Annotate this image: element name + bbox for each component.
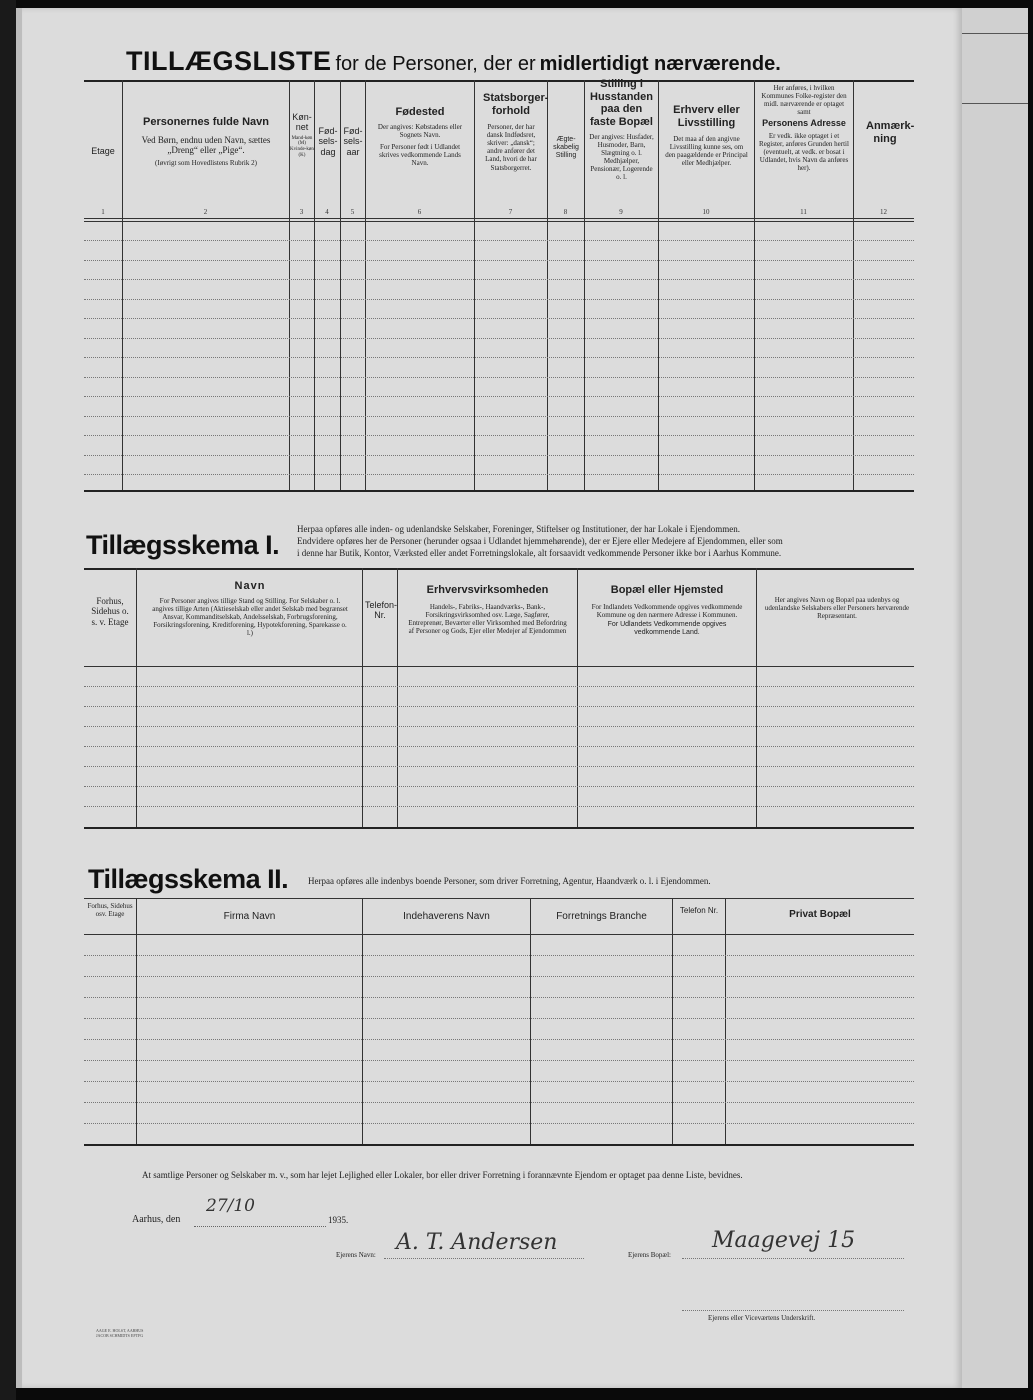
signature-label-text: Ejerens eller Viceværtens Underskrift. — [708, 1314, 816, 1322]
col-number: 4 — [325, 208, 329, 216]
col-birthplace-title: Fødested — [395, 106, 445, 118]
col-gender-sub: Mand-køn (M) Kvinde-køn (K) — [290, 135, 314, 158]
col-number: 2 — [203, 208, 208, 216]
skema1-title: Tillægsskema I. — [86, 530, 280, 560]
owner-name-signature: A. T. Andersen — [396, 1230, 558, 1255]
col-gender-header — [290, 112, 314, 159]
skema1-intro-line2: Endvidere opføres her de Personer (herunder ogsaa i Udlandet hjemmehørende), der er Ejere eller Medejere af Ejendommen, eller som — [297, 536, 783, 547]
skema1-intro-line3: i denne har Butik, Kontor, Værksted eller andet Forretningslokale, alt forsaavidt vedkommende Personer ikke bor i Aarhus Kommune. — [297, 548, 782, 559]
col-number: 12 — [880, 208, 887, 216]
printer-mark: AAGE E. HOLST, AARHUS JACOB SCHMIDTS EFTFG — [96, 1328, 144, 1339]
col-marital-header: Ægte-skabelig Stilling — [553, 136, 579, 160]
col-name-header — [125, 116, 287, 167]
owner-name-label: Ejerens Navn: — [336, 1251, 376, 1259]
skema2-col-etage-header: Forhus, Sidehus osv. Etage — [87, 902, 133, 919]
title-end: midlertidigt nærværende. — [539, 53, 781, 75]
col-birthday-header: Fød-sels-dag — [318, 126, 338, 157]
book-spine — [0, 0, 16, 1400]
col-citizenship-header — [475, 92, 547, 172]
signature-label — [708, 1314, 815, 1322]
skema2-title: Tillægsskema II. — [88, 864, 289, 894]
skema2-intro: Herpaa opføres alle indenbys boende Personer, som driver Forretning, Agentur, Haandværk o. l. i Ejendommen. — [308, 876, 711, 886]
col-address-header — [755, 84, 853, 172]
skema1-col-residence-sub2: For Udlandets Vedkommende opgives vedkommende Land. — [607, 620, 727, 636]
skema1-col-name-sub: For Personer angives tillige Stand og Stilling. For Selskaber o. l. angives tillige Arten (Aktieselskab eller andet Selskab med begrænset Ansvar, Kommanditselskab, Andelsselskab, Forbrugsforening, Forsikringsforening, Kreditforening, Hypotekforening, Sparekasse o. l.) — [152, 596, 348, 637]
title-main: TILLÆGSLISTE — [126, 46, 332, 76]
col-etage-header: Etage — [91, 146, 115, 156]
title-mid: for de Personer, der er — [335, 53, 536, 75]
col-citizenship-title: Statsborger-forhold — [483, 92, 549, 117]
col-number: 10 — [702, 208, 710, 216]
page-title — [126, 46, 781, 77]
place-label: Aarhus, den — [132, 1214, 181, 1225]
col-number: 1 — [101, 208, 105, 216]
year-label: 1935. — [328, 1215, 349, 1225]
owner-address-label: Ejerens Bopæl: — [628, 1251, 671, 1259]
col-number: 6 — [417, 208, 422, 216]
skema1-col-phone-header: Telefon-Nr. — [365, 600, 398, 621]
col-name-title: Personernes fulde Navn — [143, 116, 269, 128]
skema1-col-business-header — [400, 584, 575, 635]
date-handwritten: 27/10 — [206, 1196, 255, 1216]
col-birthyear-header: Fød-sels-aar — [343, 126, 363, 157]
owner-address-signature: Maagevej 15 — [712, 1228, 856, 1253]
col-birthplace-sub2: For Personer født i Udlandet skrives vedkommende Lands Navn. — [379, 142, 461, 167]
col-occupation-title: Erhverv eller Livsstilling — [673, 104, 740, 129]
col-household-sub: Der angives: Husfader, Husmoder, Barn, Slægtning o. l. Medhjælper, Pensionær, Logerende o. l. — [589, 132, 654, 181]
skema1-col-business-sub: Handels-, Fabriks-, Haandværks-, Bank-, Forsikringsvirksomhed osv. Læge, Sagfører, Entreprenør, Beværter eller Virksomhed med Befordring af Personer og Gods, Ejer eller Medejer af Ejendommen — [408, 602, 567, 635]
date-line — [132, 1214, 180, 1225]
skema1-col-residence-header — [580, 584, 754, 637]
skema2-col-firm-header: Firma Navn — [223, 911, 276, 922]
skema1-col-etage-header: Forhus, Sidehus o. s. v. Etage — [91, 596, 129, 627]
col-address-pre: Her anføres, i hvilken Kommunes Folke-register den midl. nærværende er optaget samt — [761, 84, 847, 117]
skema1-intro — [297, 523, 917, 559]
col-citizenship-sub: Personer, der har dansk Indfødsret, skriver: „dansk“; andre anfører det Land, hvori de har Statsborgerret. — [485, 123, 537, 172]
skema2-col-branch-header: Forretnings Branche — [556, 911, 647, 922]
skema1-col-name-header — [140, 580, 360, 637]
skema1-intro-line1: Herpaa opføres alle inden- og udenlandske Selskaber, Foreninger, Stiftelser og Institutioner, der har Lokale i Ejendommen. — [297, 524, 741, 534]
skema1-col-representative-header: Her angives Navn og Bopæl paa udenbys og udenlandske Selskabers eller Personers herværende Repræsentant. — [764, 596, 910, 621]
skema2-col-owner-header: Indehaverens Navn — [403, 911, 490, 922]
col-birthplace-header — [366, 106, 474, 167]
col-number: 7 — [508, 208, 513, 216]
form-page — [16, 8, 962, 1388]
col-occupation-header — [659, 104, 754, 167]
col-number: 5 — [350, 208, 355, 216]
col-address-sub: Er vedk. ikke optaget i et Register, anføres Grunden hertil (eventuelt, at vedk. er bosat i Udlandet, hvis Navn da anføres her). — [759, 131, 849, 172]
col-address-title: Personens Adresse — [762, 118, 846, 129]
adjacent-page — [960, 8, 1028, 1388]
col-household-title: Stilling i Husstanden paa den faste Bopæl — [590, 78, 653, 128]
skema1-col-business-title: Erhvervsvirksomheden — [426, 584, 549, 596]
col-number: 8 — [563, 208, 568, 216]
skema1-col-residence-title: Bopæl eller Hjemsted — [610, 584, 724, 596]
skema1-col-name-title: Navn — [234, 580, 266, 592]
col-occupation-sub: Det maa af den angivne Livsstilling kunne ses, om den paagældende er Principal eller Medhjælper. — [665, 135, 748, 168]
col-birthplace-sub: Der angives: Købstadens eller Sognets Navn. — [377, 122, 463, 139]
col-name-sub: Ved Børn, endnu uden Navn, sættes „Dreng“ eller „Pige“. — [141, 134, 271, 155]
col-number: 3 — [299, 208, 304, 216]
col-number: 11 — [800, 208, 807, 216]
certify-statement: At samtlige Personer og Selskaber m. v., som har lejet Lejlighed eller Lokaler, bor eller driver Forretning i forannævnte Ejendom er optaget paa denne Liste, bevidnes. — [142, 1170, 743, 1180]
col-number: 9 — [619, 208, 623, 216]
skema2-col-home-header: Privat Bopæl — [789, 909, 851, 920]
col-household-header — [585, 78, 658, 181]
skema1-col-residence-sub: For Indlandets Vedkommende opgives vedkommende Kommune og den nærmere Adresse i Kommunen. — [591, 602, 743, 619]
col-remarks-header: Anmærk-ning — [866, 120, 915, 145]
skema2-col-phone-header: Telefon Nr. — [679, 906, 719, 915]
col-name-sub2: (Iøvrigt som Hovedlistens Rubrik 2) — [155, 159, 257, 168]
col-gender-title: Køn-net — [292, 112, 312, 133]
